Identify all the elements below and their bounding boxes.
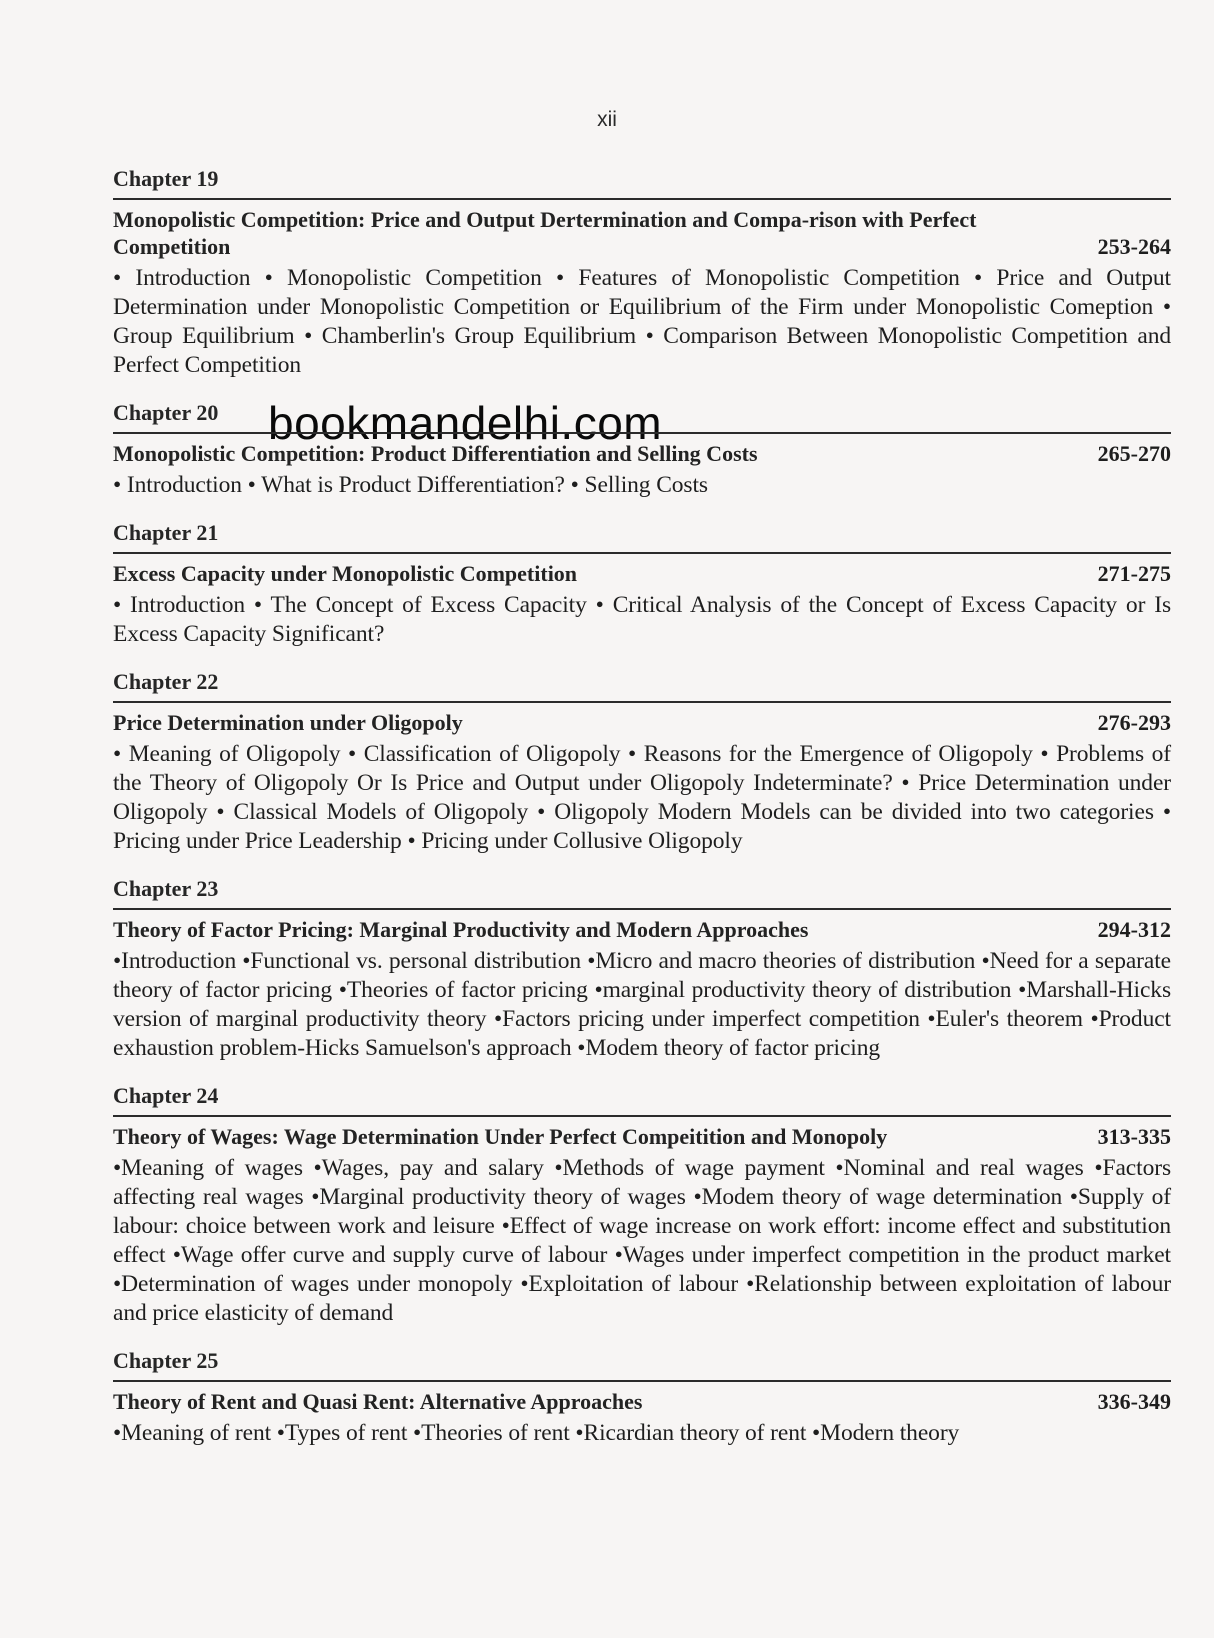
chapter-label: Chapter 22 [113,669,1171,703]
chapter-24 [113,1083,1171,1328]
chapter-label: Chapter 19 [113,166,1171,200]
chapter-topics: •Introduction •Functional vs. personal distribution •Micro and macro theories of distribution •Need for a separate theory of factor pricing •Theories of factor pricing •marginal productivity theory of distribution •Marshall-Hicks version of marginal productivity theory •Factors pricing under imperfect competition •Euler's theorem •Product exhaustion problem-Hicks Samuelson's approach •Modem theory of factor pricing [113,948,1171,1061]
chapter-pages: 271-275 [1097,561,1171,586]
chapter-title: Monopolistic Competition: Product Differentiation and Selling Costs [113,441,758,466]
chapter-22 [113,669,1171,856]
chapter-title: Theory of Rent and Quasi Rent: Alternative Approaches [113,1389,643,1414]
chapter-title: Excess Capacity under Monopolistic Competition [113,561,578,586]
chapter-topics: • Introduction • What is Product Differentiation? • Selling Costs [113,472,708,498]
chapter-title-row [113,709,1171,736]
chapter-title-row [113,1388,1171,1415]
chapter-pages: 336-349 [1097,1389,1171,1414]
chapter-25 [113,1348,1171,1448]
chapter-pages: 265-270 [1097,441,1171,466]
chapter-title: Theory of Factor Pricing: Marginal Productivity and Modern Approaches [113,917,809,942]
chapter-title-row [113,440,1171,467]
chapter-pages: 276-293 [1097,710,1171,735]
page-number: xii [597,108,617,131]
chapter-topics: • Introduction • The Concept of Excess Capacity • Critical Analysis of the Concept of Excess Capacity or Is Excess Capacity Significant? [113,592,1171,647]
watermark: bookmandelhi.com [268,397,663,449]
chapter-title-row [113,916,1171,943]
chapter-title: Monopolistic Competition: Price and Output Dertermination and Compa-rison with Perfect Competition [113,207,977,259]
chapter-label: Chapter 23 [113,876,1171,910]
chapter-topics: •Meaning of wages •Wages, pay and salary •Methods of wage payment •Nominal and real wages •Factors affecting real wages •Marginal productivity theory of wages •Modem theory of wage determination •Supply of labour: choice between work and leisure •Effect of wage increase on work effort: income effect and substitution effect •Wage offer curve and supply curve of labour •Wages under imperfect competition in the product market •Determination of wages under monopoly •Exploitation of labour •Relationship between exploitation of labour and price elasticity of demand [113,1155,1171,1326]
chapter-label: Chapter 21 [113,520,1171,554]
chapter-title: Price Determination under Oligopoly [113,710,463,735]
chapter-label: Chapter 24 [113,1083,1171,1117]
chapter-label: Chapter 25 [113,1348,1171,1382]
chapter-title: Theory of Wages: Wage Determination Under Perfect Compeitition and Monopoly [113,1124,888,1149]
chapter-title-row [113,1123,1171,1150]
chapter-19 [113,166,1171,380]
chapter-pages: 294-312 [1097,917,1171,942]
chapter-title-row [113,206,1171,260]
chapter-pages: 253-264 [1097,234,1171,259]
chapter-title-row [113,560,1171,587]
chapter-21 [113,520,1171,649]
chapter-23 [113,876,1171,1063]
chapter-topics: • Introduction • Monopolistic Competition • Features of Monopolistic Competition • Price and Output Determination under Monopolistic Competition or Equilibrium of the Firm under Monopolistic Comeption • Group Equilibrium • Chamberlin's Group Equilibrium • Comparison Between Monopolistic Competition and Perfect Competition [113,265,1171,378]
chapter-topics: • Meaning of Oligopoly • Classification of Oligopoly • Reasons for the Emergence of Oligopoly • Problems of the Theory of Oligopoly Or Is Price and Output under Oligopoly Indeterminate? • Price Determination under Oligopoly • Classical Models of Oligopoly • Oligopoly Modern Models can be divided into two categories • Pricing under Price Leadership • Pricing under Collusive Oligopoly [113,741,1171,854]
chapter-20 [113,400,1171,500]
chapter-pages: 313-335 [1097,1124,1171,1149]
chapter-topics: •Meaning of rent •Types of rent •Theories of rent •Ricardian theory of rent •Modern theory [113,1420,960,1446]
chapter-label: Chapter 20 [113,400,1171,434]
table-of-contents [113,166,1171,1468]
